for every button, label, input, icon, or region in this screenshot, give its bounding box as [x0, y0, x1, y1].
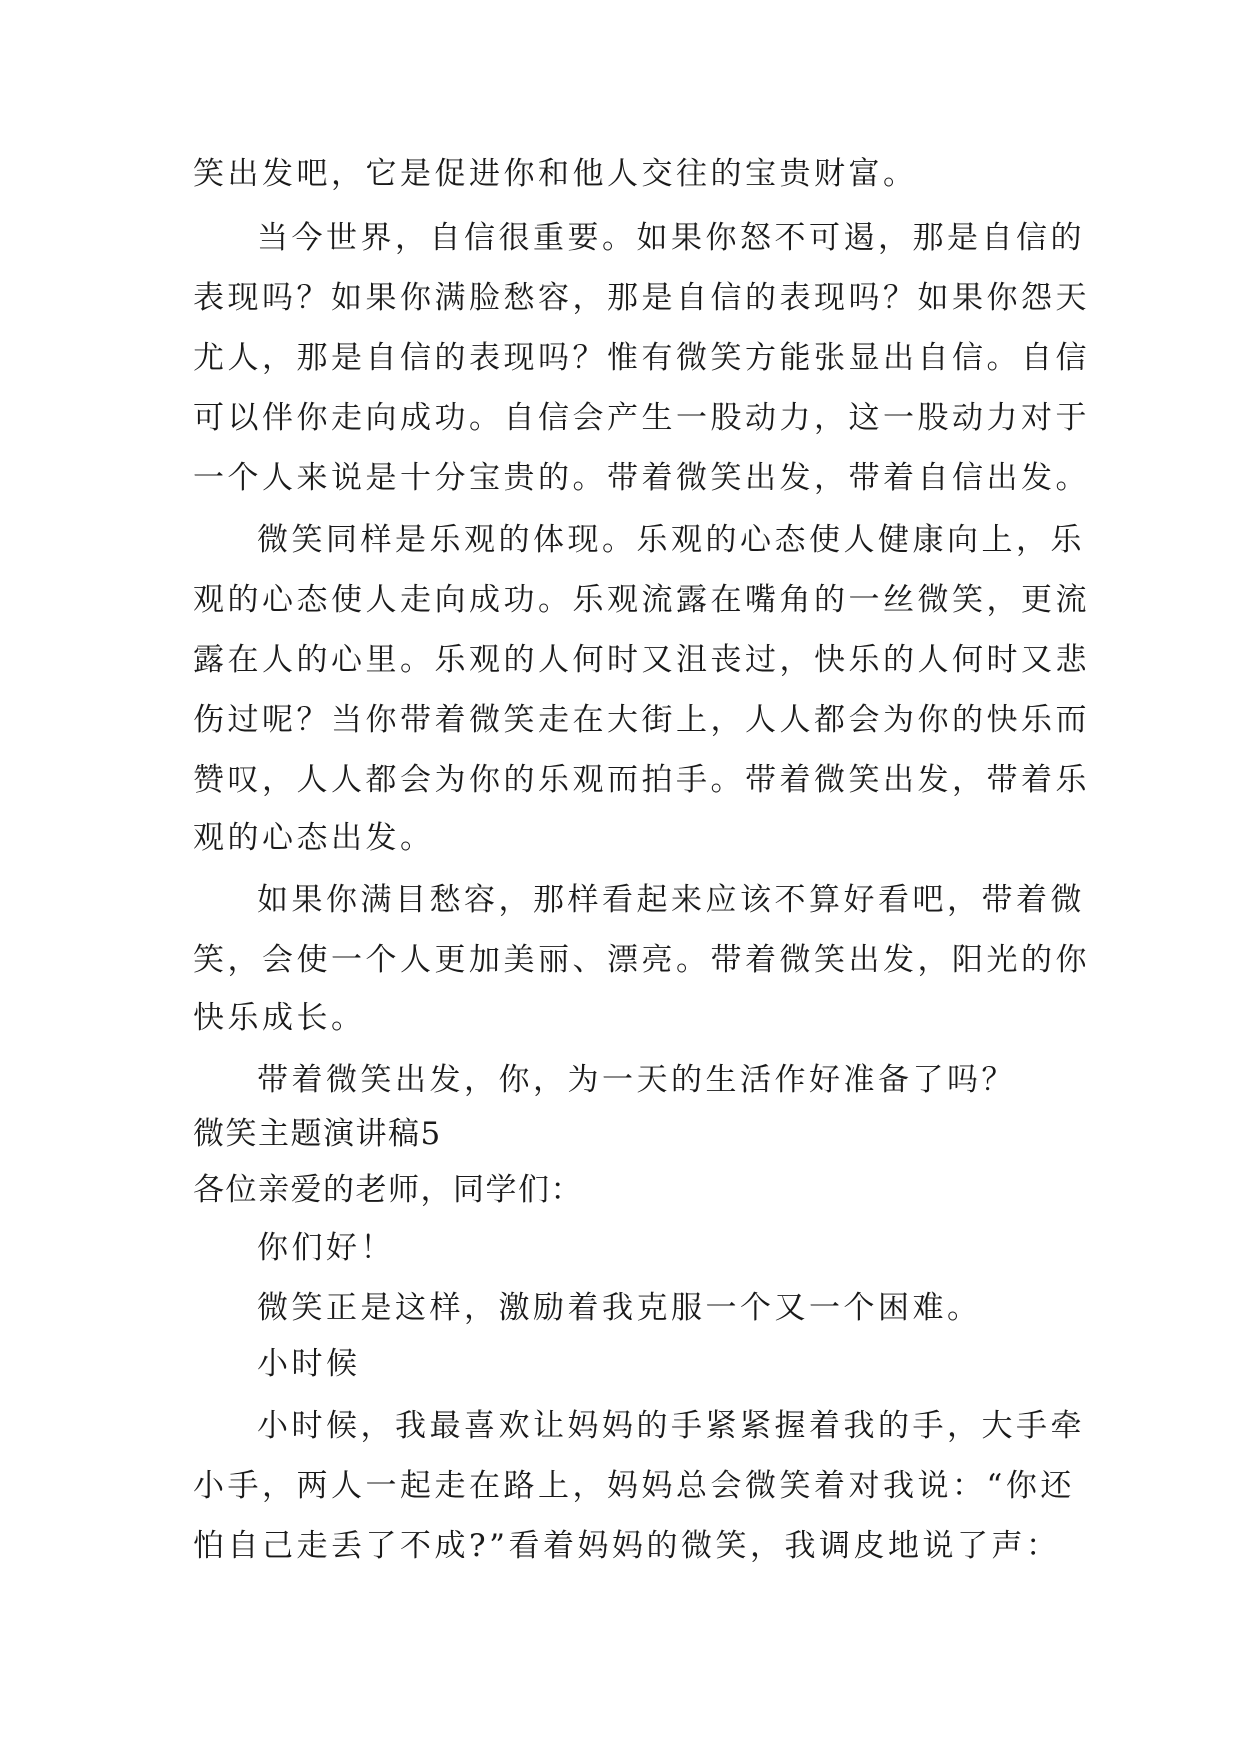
paragraph-line: 赞叹，人人都会为你的乐观而拍手。带着微笑出发，带着乐 — [193, 762, 1090, 798]
salutation: 各位亲爱的老师，同学们： — [193, 1172, 583, 1208]
paragraph-line: 你们好！ — [257, 1230, 395, 1266]
paragraph-line: 怕自己走丢了不成?”看着妈妈的微笑，我调皮地说了声： — [193, 1528, 1061, 1564]
paragraph-line: 露在人的心里。乐观的人何时又沮丧过，快乐的人何时又悲 — [193, 642, 1090, 678]
paragraph-line: 观的心态出发。 — [193, 820, 435, 856]
paragraph-line: 笑，会使一个人更加美丽、漂亮。带着微笑出发，阳光的你 — [193, 942, 1090, 978]
paragraph-line: 可以伴你走向成功。自信会产生一股动力，这一股动力对于 — [193, 400, 1090, 436]
section-heading: 微笑主题演讲稿5 — [193, 1116, 442, 1152]
paragraph-line: 笑出发吧，它是促进你和他人交往的宝贵财富。 — [193, 156, 918, 192]
paragraph-line: 观的心态使人走向成功。乐观流露在嘴角的一丝微笑，更流 — [193, 582, 1090, 618]
paragraph-line: 小时候 — [257, 1346, 361, 1382]
paragraph-line: 小手，两人一起走在路上，妈妈总会微笑着对我说：“你还 — [193, 1468, 1075, 1504]
paragraph-line: 一个人来说是十分宝贵的。带着微笑出发，带着自信出发。 — [193, 460, 1090, 496]
paragraph-line: 带着微笑出发，你，为一天的生活作好准备了吗？ — [257, 1062, 1016, 1098]
paragraph-line: 当今世界，自信很重要。如果你怒不可遏，那是自信的 — [257, 220, 1085, 256]
paragraph-line: 微笑正是这样，激励着我克服一个又一个困难。 — [257, 1290, 982, 1326]
paragraph-line: 表现吗？如果你满脸愁容，那是自信的表现吗？如果你怨天 — [193, 280, 1090, 316]
paragraph-line: 快乐成长。 — [193, 1000, 366, 1036]
paragraph-line: 伤过呢？当你带着微笑走在大街上，人人都会为你的快乐而 — [193, 702, 1090, 738]
paragraph-line: 小时候，我最喜欢让妈妈的手紧紧握着我的手，大手牵 — [257, 1408, 1085, 1444]
paragraph-line: 如果你满目愁容，那样看起来应该不算好看吧，带着微 — [257, 882, 1085, 918]
paragraph-line: 微笑同样是乐观的体现。乐观的心态使人健康向上，乐 — [257, 522, 1085, 558]
paragraph-line: 尤人，那是自信的表现吗？惟有微笑方能张显出自信。自信 — [193, 340, 1090, 376]
